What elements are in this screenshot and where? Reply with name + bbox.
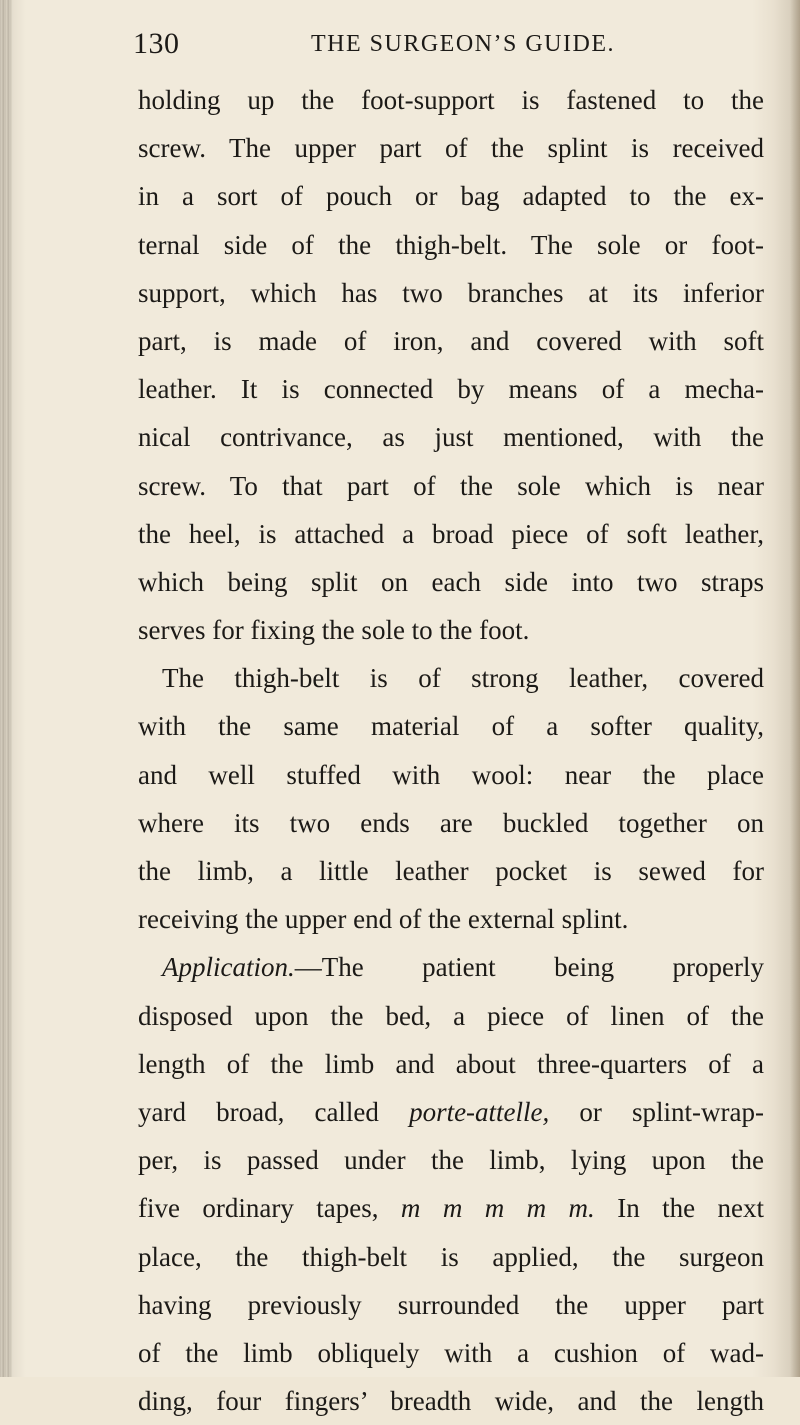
text-line: which being split on each side into two straps [138, 566, 764, 597]
text-line [138, 1088, 764, 1136]
text-line: length of the limb and about three-quarters of a [138, 1048, 764, 1079]
text-line: per, is passed under the limb, lying upon the [138, 1145, 764, 1176]
text-line: in a sort of pouch or bag adapted to the ex- [138, 181, 764, 212]
text-line: the heel, is attached a broad piece of soft leather, [138, 518, 764, 549]
text-line: leather. It is connected by means of a mecha- [138, 374, 764, 405]
text-line: The thigh-belt is of strong leather, covered [162, 663, 764, 694]
text-line: where its two ends are buckled together on [138, 807, 764, 838]
application-heading: Application. [162, 952, 295, 983]
text-line: place, the thigh-belt is applied, the surgeon [138, 1241, 764, 1272]
text-line: ding, four fingers’ breadth wide, and the length [138, 1386, 764, 1417]
text-line: receiving the upper end of the external splint. [138, 904, 629, 935]
text-line [138, 943, 764, 991]
text-segment: yard broad, called [138, 1096, 410, 1127]
text-line [138, 1184, 764, 1232]
italic-term: porte-attelle, [409, 1096, 550, 1127]
text-line: screw. The upper part of the splint is received [138, 133, 764, 164]
text-segment: —The patient being properly [294, 952, 764, 983]
text-line: part, is made of iron, and covered with soft [138, 325, 764, 356]
running-head: THE SURGEON’S GUIDE. [311, 31, 615, 57]
text-line: support, which has two branches at its inferior [138, 277, 764, 308]
text-line: having previously surrounded the upper part [138, 1289, 764, 1320]
text-line: screw. To that part of the sole which is near [138, 470, 764, 501]
italic-term: m m m m m. [400, 1193, 595, 1224]
text-line: nical contrivance, as just mentioned, with the [138, 422, 764, 453]
text-segment: or splint-wrap- [549, 1096, 765, 1127]
text-line: ternal side of the thigh-belt. The sole or foot- [138, 229, 764, 260]
text-line: holding up the foot-support is fastened to the [138, 85, 764, 115]
page-right-edge [790, 0, 800, 1377]
text-line: serves for fixing the sole to the foot. [138, 615, 530, 646]
text-segment: In the next [594, 1193, 764, 1224]
text-line: disposed upon the bed, a piece of linen of the [138, 1000, 764, 1031]
text-line: the limb, a little leather pocket is sewed for [138, 856, 764, 886]
page-number: 130 [133, 27, 180, 60]
page-binding-edge [0, 0, 12, 1377]
page-header [133, 22, 763, 66]
text-line: with the same material of a softer quality, [138, 711, 764, 742]
text-segment: five ordinary tapes, [138, 1193, 401, 1224]
body-text [138, 76, 764, 1425]
text-line: and well stuffed with wool: near the place [138, 759, 764, 790]
text-line: of the limb obliquely with a cushion of wad- [138, 1337, 764, 1368]
